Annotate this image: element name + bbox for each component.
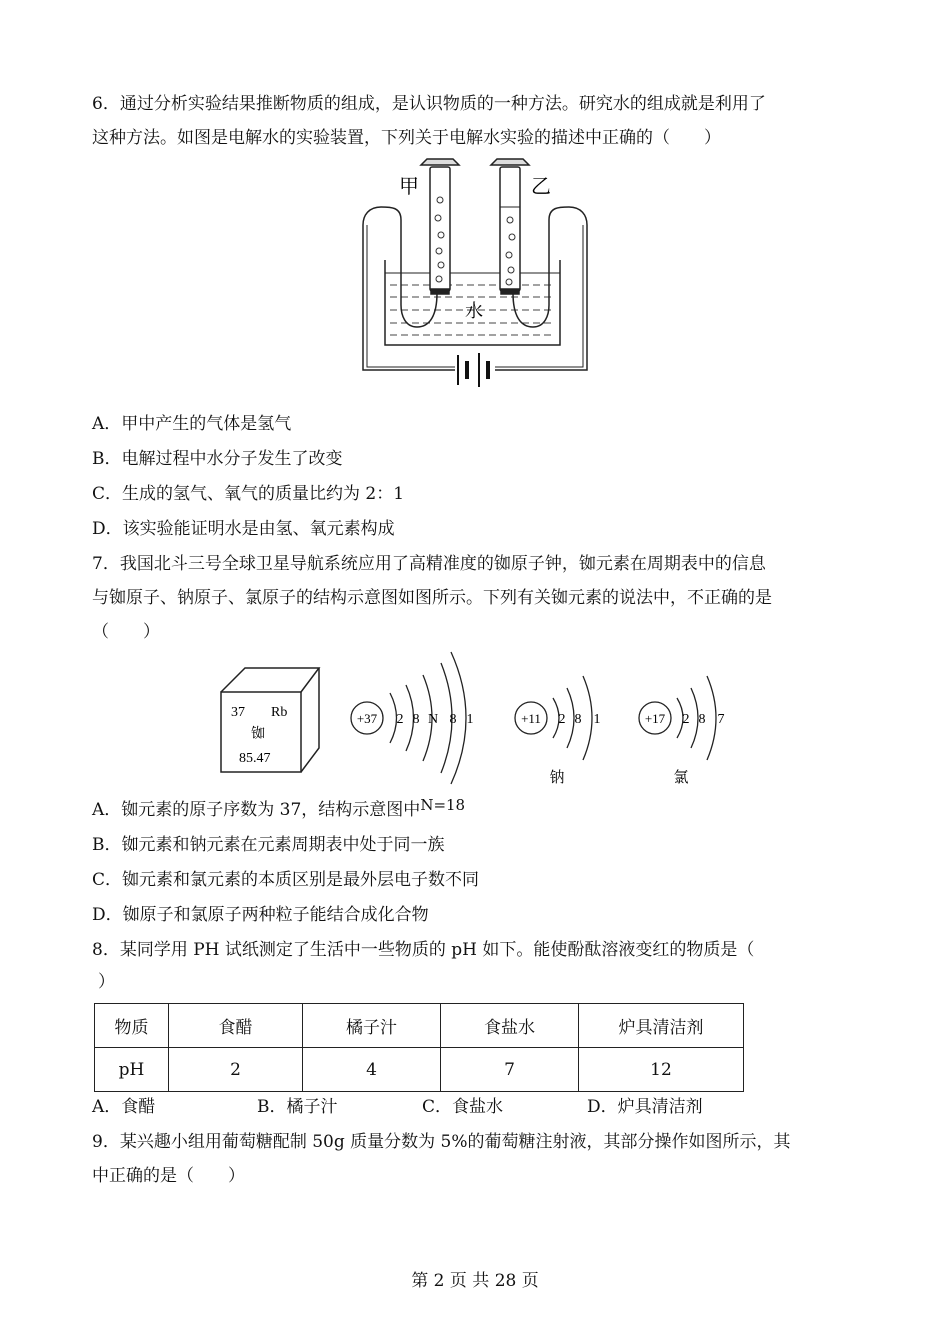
rb-nucleus-charge: +37 [356,711,378,726]
table-header-cell: 物质 [95,1004,169,1048]
q7-stem-line2: 与铷原子、钠原子、氯原子的结构示意图如图所示。下列有关铷元素的说法中，不正确的是 [92,588,772,608]
q8-option-d: D．炉具清洁剂 [587,1097,703,1117]
q6-option-d: D．该实验能证明水是由氢、氧元素构成 [92,519,395,539]
atomic-structure-figure [215,648,745,793]
cell-mass: 85.47 [239,751,271,766]
q6-stem-line1: 6．通过分析实验结果推断物质的组成，是认识物质的一种方法。研究水的组成就是利用了 [92,94,766,114]
cl-shell-3: 7 [717,712,725,727]
rb-shell-4: 8 [449,712,457,727]
rb-shell-5: 1 [466,712,474,727]
cl-label: 氯 [673,770,689,786]
rb-shell-3: N [427,712,439,727]
na-label: 钠 [549,770,565,786]
test-tube-yi [491,159,529,294]
q8-option-b: B．橘子汁 [257,1097,338,1117]
q6-option-a: A．甲中产生的气体是氢气 [92,414,292,434]
q7-option-b: B．铷元素和钠元素在元素周期表中处于同一族 [92,835,445,855]
q8-option-c: C．食盐水 [422,1097,504,1117]
q8-option-a: A．食醋 [92,1097,156,1117]
cl-shell-1: 2 [682,712,690,727]
label-jia: 甲 [399,176,419,198]
na-shell-1: 2 [558,712,566,727]
rb-shell-2: 8 [412,712,420,727]
q6-option-b: B．电解过程中水分子发生了改变 [92,449,343,469]
na-shell-2: 8 [574,712,582,727]
rb-shell-1: 2 [396,712,404,727]
q7-option-c: C．铷元素和氯元素的本质区别是最外层电子数不同 [92,870,480,890]
cell-symbol: Rb [271,705,288,720]
q7-stem-line3: （ ） [92,622,160,642]
table-row [95,1004,744,1048]
q9-stem-line2: 中正确的是（ ） [92,1166,245,1186]
q7-option-d: D．铷原子和氯原子两种粒子能结合成化合物 [92,905,429,925]
battery-icon [458,353,488,387]
cell-atomic-number: 37 [231,705,245,720]
table-cell: 2 [169,1048,303,1092]
electrolysis-apparatus-figure [355,155,595,400]
q8-stem-line1: 8．某同学用 PH 试纸测定了生活中一些物质的 pH 如下。能使酚酞溶液变红的物质是（ [92,940,755,960]
q6-option-c: C．生成的氢气、氧气的质量比约为 2：1 [92,484,405,504]
cell-name: 铷 [251,727,265,742]
q7-stem-line1: 7．我国北斗三号全球卫星导航系统应用了高精准度的铷原子钟，铷元素在周期表中的信息 [92,554,766,574]
table-cell: 4 [303,1048,441,1092]
ph-table [94,1003,744,1092]
page-footer: 第 2 页 共 28 页 [411,1271,539,1291]
table-header-cell: 食醋 [169,1004,303,1048]
table-row [95,1048,744,1092]
table-header-cell: 炉具清洁剂 [579,1004,744,1048]
q7-option-a-text: A．铷元素的原子序数为 37，结构示意图中 [92,800,421,820]
cl-shell-2: 8 [698,712,706,727]
na-nucleus-charge: +11 [521,711,541,726]
table-header-cell: 橘子汁 [303,1004,441,1048]
q7-option-a [92,798,465,822]
cl-nucleus-charge: +17 [644,711,666,726]
label-water: 水 [465,301,483,321]
table-header-cell: 食盐水 [441,1004,579,1048]
q6-stem-line2: 这种方法。如图是电解水的实验装置，下列关于电解水实验的描述中正确的（ ） [92,128,721,148]
test-tube-jia [421,159,459,294]
table-cell: pH [95,1048,169,1092]
q7-option-a-sup: N=18 [420,796,466,814]
table-cell: 7 [441,1048,579,1092]
na-shell-3: 1 [593,712,601,727]
table-cell: 12 [579,1048,744,1092]
label-yi: 乙 [531,176,551,198]
q8-stem-line2: ） [98,972,115,992]
q9-stem-line1: 9．某兴趣小组用葡萄糖配制 50g 质量分数为 5%的葡萄糖注射液，其部分操作如图所示，其 [92,1132,791,1152]
